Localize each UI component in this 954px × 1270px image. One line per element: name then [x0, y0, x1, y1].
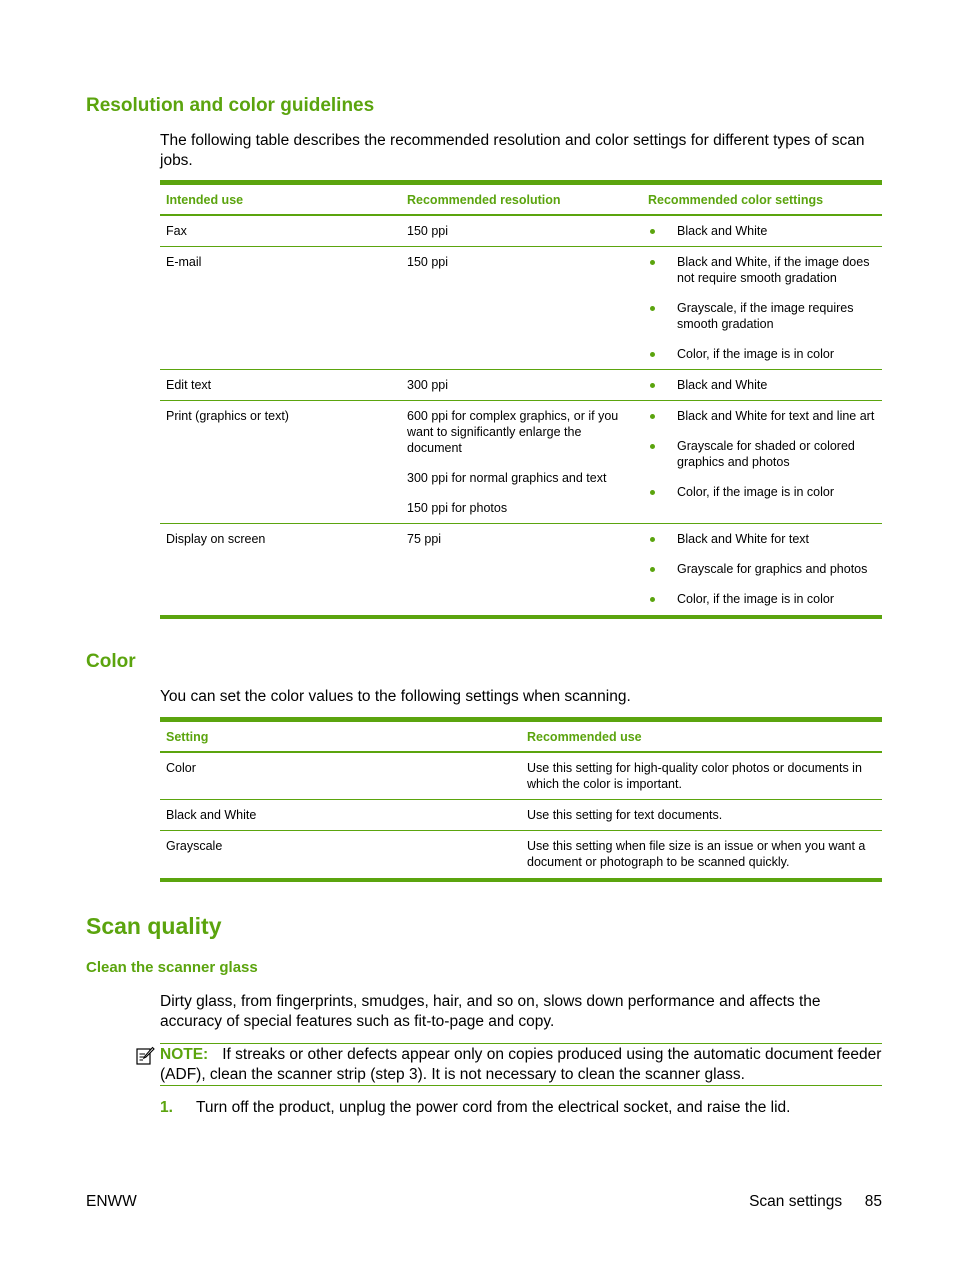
cell-text: 300 ppi — [407, 378, 449, 392]
note-label: NOTE: — [160, 1046, 209, 1063]
table-cell — [401, 247, 642, 370]
table-cell: Use this setting for text documents. — [521, 800, 882, 831]
table-cell: Use this setting for high-quality color photos or documents in which the color is important. — [521, 752, 882, 800]
page-number: 85 — [864, 1193, 882, 1210]
list-item: Black and White — [648, 223, 876, 239]
table-cell: Edit text — [160, 370, 401, 401]
column-header: Recommended use — [521, 720, 882, 753]
list-item: Black and White for text and line art — [648, 408, 876, 424]
step-number: 1. — [160, 1099, 173, 1116]
table-row — [160, 370, 882, 401]
body-paragraph: Dirty glass, from fingerprints, smudges, hair, and so on, slows down performance and affects the accuracy of special features such as fit-to-page and copy. — [160, 993, 821, 1030]
list-item: Black and White for text — [648, 531, 876, 547]
table-header-row — [160, 183, 882, 216]
bullet-list — [648, 254, 876, 362]
table-cell — [401, 370, 642, 401]
table-cell — [642, 524, 882, 618]
section-heading-color: Color — [86, 651, 136, 672]
bullet-list — [648, 223, 876, 239]
bullet-list — [648, 408, 876, 500]
table-cell: Display on screen — [160, 524, 401, 618]
cell-text: 150 ppi — [407, 255, 449, 269]
list-item: Color, if the image is in color — [648, 591, 876, 607]
note-pencil-icon — [135, 1046, 155, 1066]
list-item: Black and White — [648, 377, 876, 393]
column-header: Setting — [160, 720, 521, 753]
section-intro-resolution: The following table describes the recommended resolution and color settings for different types of scan jobs. — [160, 132, 865, 169]
list-item: Color, if the image is in color — [648, 484, 876, 500]
bullet-list — [648, 531, 876, 607]
table-row — [160, 247, 882, 370]
column-header: Intended use — [160, 183, 401, 216]
note-text: If streaks or other defects appear only on copies produced using the automatic document feeder (ADF), clean the scanner strip (step 3). It is not necessary to clean the scanner glass. — [160, 1046, 882, 1083]
cell-text: 75 ppi — [407, 532, 442, 546]
cell-text: 300 ppi for normal graphics and text — [407, 471, 607, 485]
table-cell — [642, 247, 882, 370]
color-table — [160, 717, 882, 882]
footer-right — [749, 1193, 882, 1211]
table-row — [160, 401, 882, 524]
table-cell — [642, 401, 882, 524]
table-cell: E-mail — [160, 247, 401, 370]
list-item: Grayscale for shaded or colored graphics and photos — [648, 438, 876, 470]
table-row — [160, 831, 882, 881]
table-cell — [642, 215, 882, 247]
section-heading-scan-quality: Scan quality — [86, 913, 222, 939]
table-cell: Print (graphics or text) — [160, 401, 401, 524]
list-item: Grayscale, if the image requires smooth gradation — [648, 300, 876, 332]
section-heading-resolution: Resolution and color guidelines — [86, 95, 375, 116]
column-header: Recommended resolution — [401, 183, 642, 216]
table-cell — [401, 524, 642, 618]
table-cell: Grayscale — [160, 831, 521, 881]
table-row — [160, 215, 882, 247]
bullet-list — [648, 377, 876, 393]
cell-text: 600 ppi for complex graphics, or if you want to significantly enlarge the document — [407, 409, 619, 455]
table-cell — [642, 370, 882, 401]
table-cell — [401, 401, 642, 524]
list-item: Black and White, if the image does not require smooth gradation — [648, 254, 876, 286]
note-box — [160, 1043, 882, 1086]
step-text: Turn off the product, unplug the power cord from the electrical socket, and raise the lid. — [196, 1099, 791, 1116]
subheading-clean-glass: Clean the scanner glass — [86, 959, 258, 976]
list-item: Color, if the image is in color — [648, 346, 876, 362]
cell-text: 150 ppi for photos — [407, 501, 508, 515]
table-cell: Black and White — [160, 800, 521, 831]
cell-text: 150 ppi — [407, 224, 449, 238]
footer-section-label: Scan settings — [749, 1193, 843, 1210]
table-cell: Color — [160, 752, 521, 800]
table-cell: Fax — [160, 215, 401, 247]
column-header: Recommended color settings — [642, 183, 882, 216]
table-row — [160, 524, 882, 618]
table-header-row — [160, 720, 882, 753]
section-intro-color: You can set the color values to the following settings when scanning. — [160, 688, 631, 705]
step-item — [160, 1098, 884, 1118]
table-cell: Use this setting when file size is an issue or when you want a document or photograph to be scanned quickly. — [521, 831, 882, 881]
table-row — [160, 800, 882, 831]
list-item: Grayscale for graphics and photos — [648, 561, 876, 577]
table-row — [160, 752, 882, 800]
footer-left: ENWW — [86, 1193, 137, 1210]
table-cell — [401, 215, 642, 247]
resolution-table — [160, 180, 882, 619]
